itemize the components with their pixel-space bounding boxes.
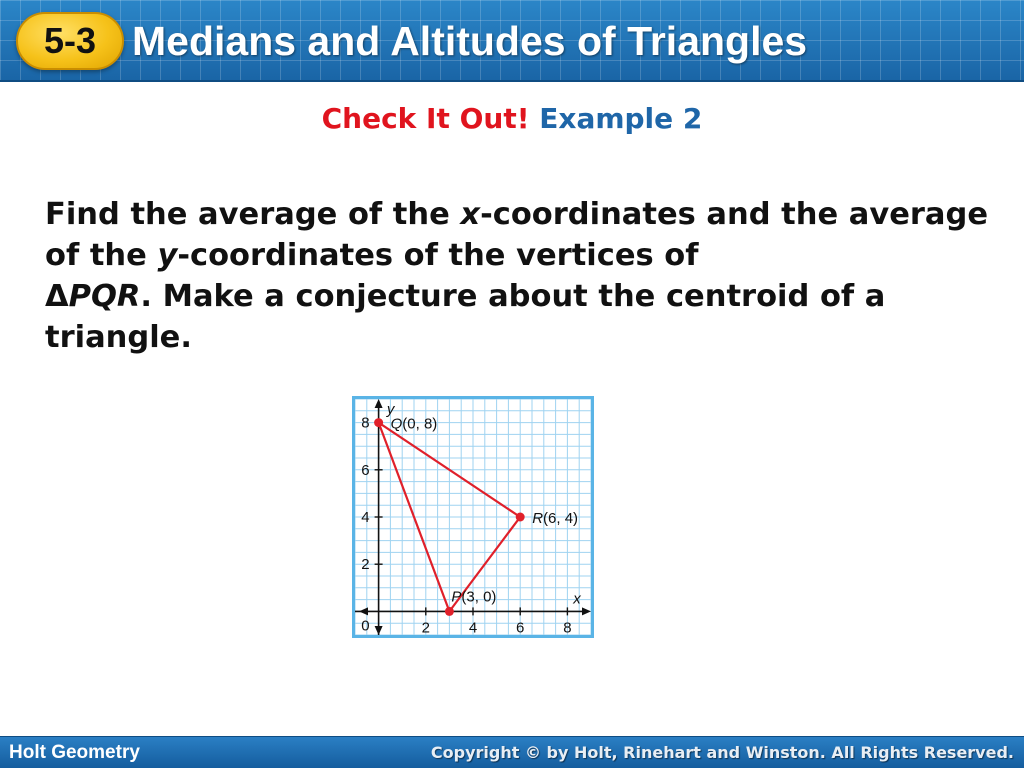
vertex-p [445, 607, 454, 616]
example-heading [0, 100, 1024, 138]
vertex-coordinates: (3, 0) [461, 588, 497, 606]
vertex-coordinates: (0, 8) [402, 415, 438, 433]
x-tick-label: 6 [516, 619, 525, 635]
header-bar [0, 0, 1024, 82]
lesson-number: 5-3 [43, 20, 97, 61]
footer-copyright: Copyright © by Holt, Rinehart and Winston. All Rights Reserved. [430, 743, 1014, 762]
example-number-label: Example 2 [539, 102, 703, 135]
x-axis-arrow-icon [582, 607, 591, 615]
vertex-coordinates: (6, 4) [543, 510, 579, 527]
vertex-name: Q [390, 415, 403, 433]
vertex-q [374, 418, 383, 427]
y-tick-label: 6 [361, 461, 370, 479]
footer-bar [0, 736, 1024, 768]
coordinate-graph [352, 396, 594, 638]
x-variable: x [460, 197, 481, 232]
vertex-name: R [532, 510, 544, 527]
y-variable: y [157, 238, 178, 273]
x-axis-arrow-left-icon [359, 607, 368, 615]
footer-course: Holt Geometry [9, 742, 140, 763]
check-it-out-label: Check It Out! [321, 102, 530, 135]
triangle-name: PQR [68, 279, 141, 314]
problem-text-3: -coordinates of the vertices of [177, 238, 699, 273]
problem-text-1: Find the average of the [45, 197, 461, 232]
vertex-r [516, 513, 525, 522]
vertex-label-q [391, 416, 438, 433]
y-tick-label: 2 [361, 556, 370, 574]
y-axis-arrow-icon [375, 399, 383, 408]
graph-canvas [355, 399, 591, 635]
x-tick-label: 2 [421, 619, 430, 635]
origin-label: 0 [361, 617, 370, 635]
lesson-title: Medians and Altitudes of Triangles [132, 18, 808, 64]
y-axis-arrow-down-icon [375, 626, 383, 635]
problem-text-2: -coordinates and the average of the [45, 197, 989, 273]
y-tick-label: 8 [361, 414, 370, 432]
x-tick-label: 4 [468, 619, 478, 635]
vertex-label-p [451, 588, 496, 605]
x-axis-label: x [573, 590, 581, 608]
problem-statement [45, 194, 1005, 358]
problem-text-4: . Make a conjecture about the centroid of a triangle. [45, 279, 886, 355]
y-axis-label: y [386, 401, 395, 418]
lesson-badge [16, 12, 124, 70]
vertex-name: P [451, 588, 462, 606]
triangle-symbol: Δ [45, 279, 69, 314]
y-tick-label: 4 [361, 509, 370, 526]
x-tick-label: 8 [563, 619, 572, 635]
vertex-label-r [532, 510, 578, 527]
